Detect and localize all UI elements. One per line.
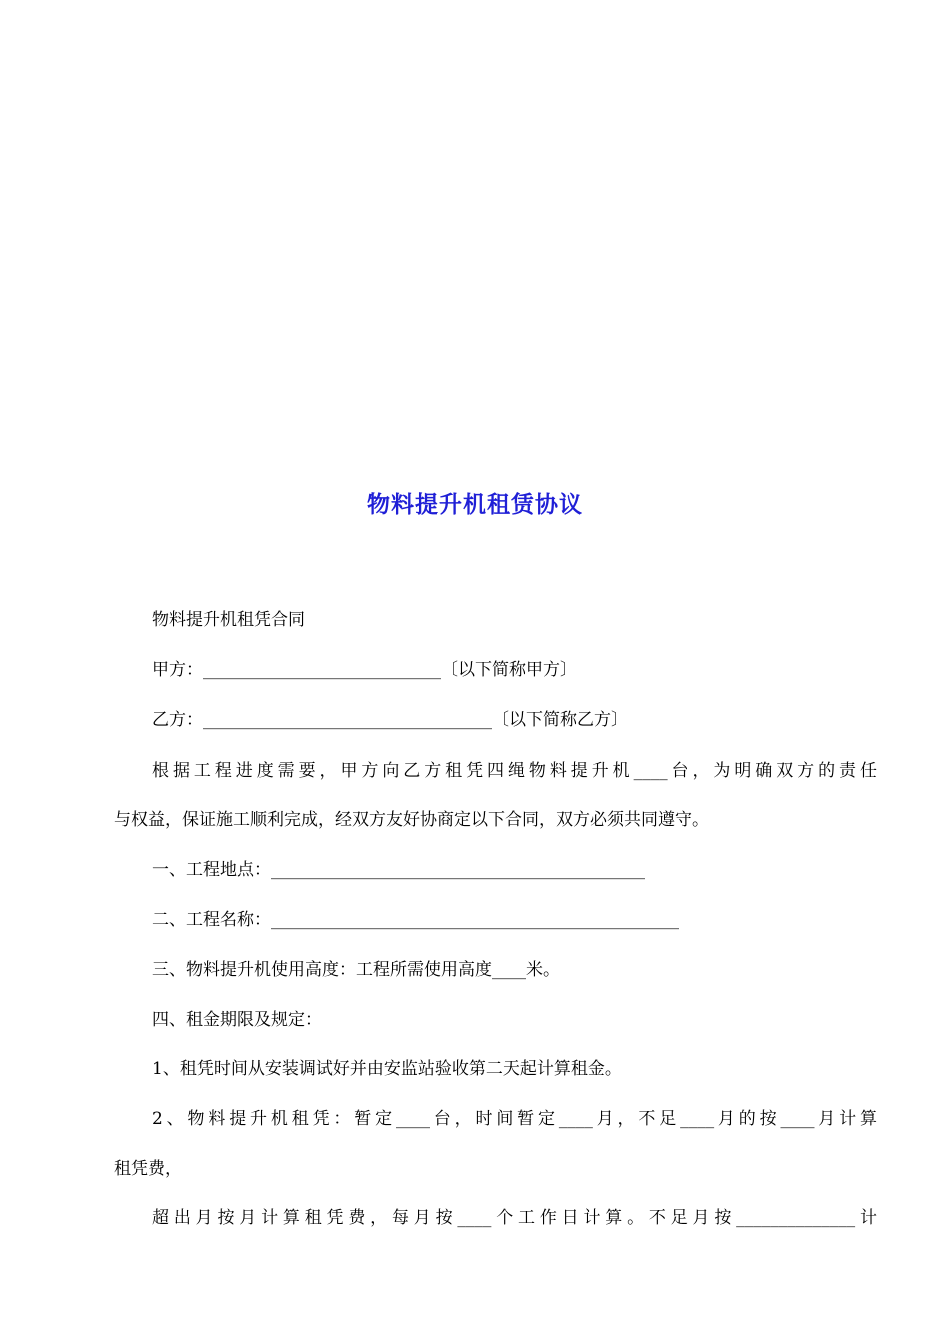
clause-rent-terms: 四、租金期限及规定：	[152, 1010, 322, 1030]
rent-rule-2-line-2: 租凭费，	[114, 1159, 182, 1179]
intro-paragraph-line-1: 根据工程进度需要，甲方向乙方租凭四绳物料提升机____台，为明确双方的责任	[152, 761, 877, 781]
rent-rule-2-line-1: 2、物料提升机租凭：暂定____台，时间暂定____月，不足____月的按____月计算	[152, 1109, 877, 1129]
document-title: 物料提升机租赁协议	[367, 491, 583, 518]
clause-usage-height: 三、物料提升机使用高度：工程所需使用高度____米。	[152, 960, 560, 980]
rent-rule-1: 1、租凭时间从安装调试好并由安监站验收第二天起计算租金。	[152, 1059, 622, 1079]
intro-paragraph-line-2: 与权益，保证施工顺利完成，经双方友好协商定以下合同，双方必须共同遵守。	[114, 810, 709, 830]
clause-project-location: 一、工程地点：____________________________________________	[152, 860, 645, 880]
contract-heading: 物料提升机租凭合同	[152, 610, 305, 630]
party-a-line: 甲方：____________________________〔以下简称甲方〕	[152, 660, 577, 680]
rent-rule-2-line-3: 超出月按月计算租凭费，每月按____个工作日计算。不足月按______________计	[152, 1208, 877, 1228]
party-b-line: 乙方：__________________________________〔以下简称乙方〕	[152, 710, 628, 730]
clause-project-name: 二、工程名称：________________________________________________	[152, 910, 679, 930]
